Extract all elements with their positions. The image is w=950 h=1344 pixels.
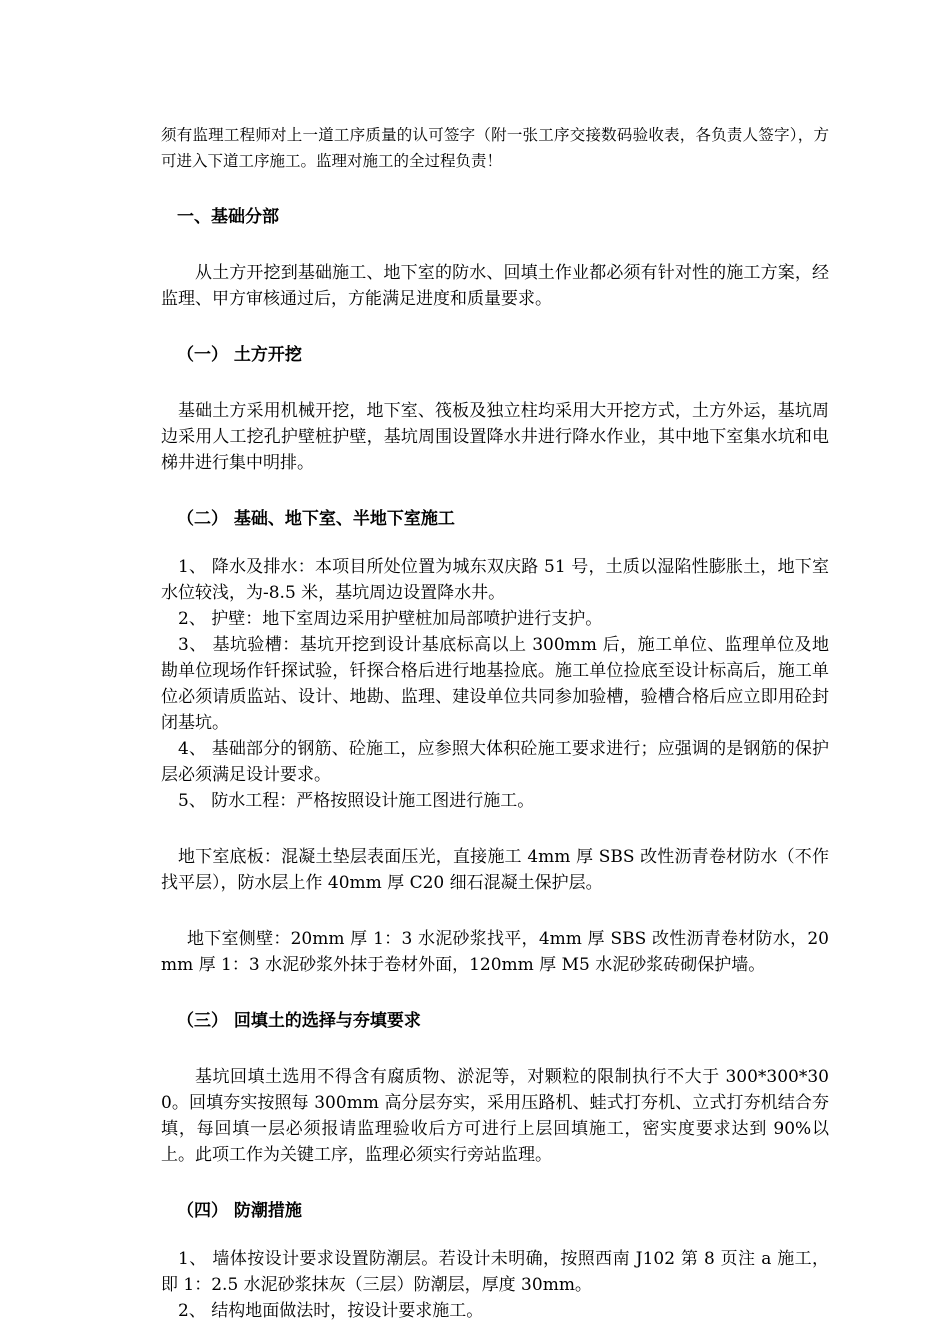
section-title-foundation: 一、基础分部	[177, 207, 279, 227]
subsection-title-basement: （二） 基础、地下室、半地下室施工	[177, 509, 455, 529]
list-item: 4、 基础部分的钢筋、砼施工，应参照大体积砼施工要求进行；应强调的是钢筋的保护层必须满足设计要求。	[161, 739, 829, 785]
paragraph-basement-floor: 地下室底板：混凝土垫层表面压光，直接施工 4mm 厚 SBS 改性沥青卷材防水（不作找平层），防水层上作 40mm 厚 C20 细石混凝土保护层。	[161, 847, 829, 893]
paragraph-basement-wall: 地下室侧壁：20mm 厚 1：3 水泥砂浆找平，4mm 厚 SBS 改性沥青卷材防水，20mm 厚 1：3 水泥砂浆外抹于卷材外面，120mm 厚 M5 水泥砂浆砖砌保护墙。	[161, 929, 829, 975]
list-item: 5、 防水工程：严格按照设计施工图进行施工。	[178, 791, 535, 811]
subsection-title-earthwork: （一） 土方开挖	[177, 345, 302, 365]
list-item: 3、 基坑验槽：基坑开挖到设计基底标高以上 300mm 后，施工单位、监理单位及地勘单位现场作钎探试验，钎探合格后进行地基捡底。施工单位捡底至设计标高后，施工单位必须请质监站、设计、地勘、监理、建设单位共同参加验槽，验槽合格后应立即用砼封闭基坑。	[161, 635, 829, 733]
subsection-paragraph-backfill: 基坑回填土选用不得含有腐质物、淤泥等，对颗粒的限制执行不大于 300*300*300。回填夯实按照每 300mm 高分层夯实，采用压路机、蛙式打夯机、立式打夯机结合夯填，每回填一层必须报请监理验收后方可进行上层回填施工，密实度要求达到 90%以上。此项工作为关键工序，监理必须实行旁站监理。	[161, 1067, 829, 1165]
list-item: 1、 降水及排水：本项目所处位置为城东双庆路 51 号，土质以湿陷性膨胀土，地下室水位较浅，为-8.5 米，基坑周边设置降水井。	[161, 557, 829, 603]
list-item: 1、 墙体按设计要求设置防潮层。若设计未明确，按照西南 J102 第 8 页注 a 施工，即 1：2.5 水泥砂浆抹灰（三层）防潮层，厚度 30mm。	[161, 1249, 829, 1295]
subsection-paragraph-earthwork: 基础土方采用机械开挖，地下室、筏板及独立柱均采用大开挖方式，土方外运，基坑周边采用人工挖孔护壁桩护壁，基坑周围设置降水井进行降水作业，其中地下室集水坑和电梯井进行集中明排。	[161, 401, 829, 473]
list-item: 2、 结构地面做法时，按设计要求施工。	[178, 1301, 484, 1321]
section-paragraph-foundation: 从土方开挖到基础施工、地下室的防水、回填土作业都必须有针对性的施工方案，经监理、甲方审核通过后，方能满足进度和质量要求。	[161, 263, 829, 309]
list-item: 2、 护壁：地下室周边采用护壁桩加局部喷护进行支护。	[178, 609, 603, 629]
document-body	[161, 122, 829, 1324]
subsection-title-dampproof: （四） 防潮措施	[177, 1201, 302, 1221]
intro-paragraph: 须有监理工程师对上一道工序质量的认可签字（附一张工序交接数码验收表，各负责人签字），方可进入下道工序施工。监理对施工的全过程负责！	[161, 126, 829, 170]
subsection-title-backfill: （三） 回填土的选择与夯填要求	[177, 1011, 421, 1031]
